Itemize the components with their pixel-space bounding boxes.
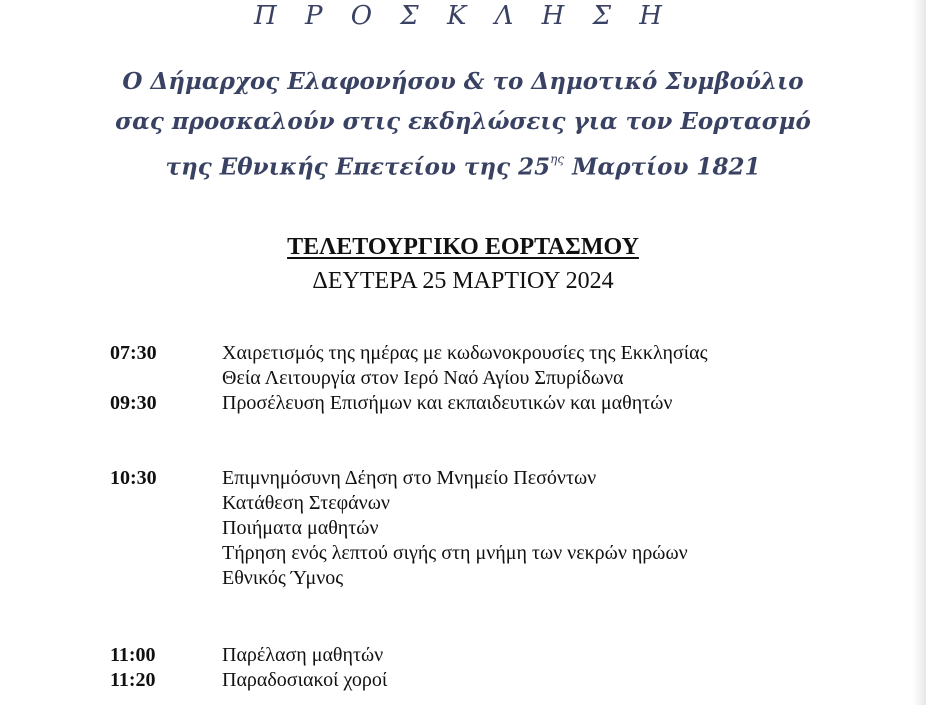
- schedule-time: 09:30: [110, 392, 157, 414]
- invitation-line-3: [0, 142, 926, 188]
- invitation-line-2: σας προσκαλούν στις εκδηλώσεις για τον Εορτασμό: [115, 108, 811, 135]
- invitation-line-3-prefix: της Εθνικής Επετείου της 25: [165, 153, 551, 181]
- schedule-time: 11:20: [110, 669, 156, 691]
- schedule-activity: Εθνικός Ύμνος: [222, 567, 344, 589]
- schedule-activity: Κατάθεση Στεφάνων: [222, 492, 390, 514]
- schedule-activity: Χαιρετισμός της ημέρας με κωδωνοκρουσίες της Εκκλησίας: [222, 342, 708, 364]
- ceremony-date: ΔΕΥΤΕΡΑ 25 ΜΑΡΤΙΟΥ 2024: [312, 268, 614, 294]
- ordinal-superscript: ης: [550, 152, 565, 166]
- schedule-activity: Ποιήματα μαθητών: [222, 517, 379, 539]
- schedule-time: 10:30: [110, 467, 157, 489]
- invitation-line-1: Ο Δήμαρχος Ελαφονήσου & το Δημοτικό Συμβούλιο: [122, 68, 804, 95]
- schedule-activity: Παραδοσιακοί χοροί: [222, 669, 388, 691]
- schedule-activity: Παρέλαση μαθητών: [222, 644, 384, 666]
- schedule-time: 11:00: [110, 644, 156, 666]
- schedule-activity: Επιμνημόσυνη Δέηση στο Μνημείο Πεσόντων: [222, 467, 597, 489]
- schedule-activity: Τήρηση ενός λεπτού σιγής στη μνήμη των νεκρών ηρώων: [222, 542, 688, 564]
- invitation-line-3-suffix: Μαρτίου 1821: [564, 153, 761, 181]
- ceremony-heading-text: ΤΕΛΕΤΟΥΡΓΙΚΟ ΕΟΡΤΑΣΜΟΥ: [287, 234, 639, 260]
- schedule-time: 07:30: [110, 342, 157, 364]
- invitation-title: Π Ρ Ο Σ Κ Λ Η Σ Η: [254, 1, 672, 31]
- schedule-activity: Προσέλευση Επισήμων και εκπαιδευτικών και μαθητών: [222, 392, 673, 414]
- ceremony-heading: [0, 232, 926, 262]
- schedule-activity: Θεία Λειτουργία στον Ιερό Ναό Αγίου Σπυρίδωνα: [222, 367, 624, 389]
- invitation-text: [0, 62, 926, 188]
